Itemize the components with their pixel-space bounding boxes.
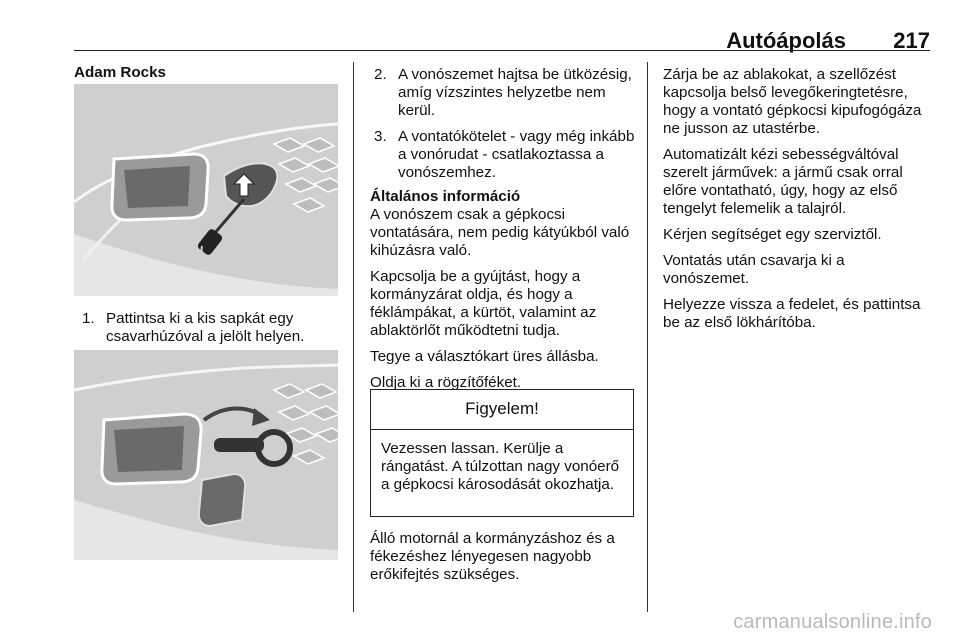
engine-off-paragraph: Álló motornál a kormányzáshoz és a fékezéshez lényegesen nagyobb erőkifejtés szükséges. bbox=[370, 530, 615, 583]
step-number: 3. bbox=[374, 128, 387, 145]
header-divider bbox=[74, 50, 930, 51]
step-text: A vontatókötelet - vagy még inkább a vonórudat - csatlakoztassa a vonószemhez. bbox=[398, 128, 635, 181]
step-item bbox=[374, 128, 640, 182]
warning-box bbox=[370, 389, 634, 517]
step-item bbox=[82, 310, 344, 346]
warning-title: Figyelem! bbox=[371, 390, 633, 430]
column-divider-2 bbox=[647, 62, 648, 612]
watermark: carmanualsonline.info bbox=[733, 611, 932, 633]
step-number: 2. bbox=[374, 66, 387, 83]
towing-instructions bbox=[663, 66, 931, 332]
steps-list-col1 bbox=[82, 310, 344, 354]
step-text: Pattintsa ki a kis sapkát egy csavarhúzóval a jelölt helyen. bbox=[106, 310, 305, 345]
service-paragraph: Kérjen segítséget egy szerviztől. bbox=[663, 226, 882, 243]
general-info-heading: Általános információ bbox=[370, 188, 521, 205]
step-number: 1. bbox=[82, 310, 95, 327]
steps-list-col2 bbox=[374, 66, 640, 190]
ignition-paragraph: Kapcsolja be a gyújtást, hogy a kormányzárat oldja, és hogy a féklámpákat, a kürtöt, valamint az ablaktörlőt működtetni tudja. bbox=[370, 268, 597, 339]
unscrew-paragraph: Vontatás után csavarja ki a vonószemet. bbox=[663, 252, 845, 287]
step-text: A vonószemet hajtsa be ütközésig, amíg vízszintes helyzetbe nem kerül. bbox=[398, 66, 632, 119]
transmission-paragraph: Automatizált kézi sebességváltóval szerelt járművek: a jármű csak orral előre vontatható, úgy, hogy az első tengelyt felemelik a talajról. bbox=[663, 146, 903, 217]
neutral-paragraph: Tegye a választókart üres állásba. bbox=[370, 348, 599, 365]
section-title: Autóápolás bbox=[726, 28, 846, 53]
page-number: 217 bbox=[893, 28, 930, 53]
step-item bbox=[374, 66, 640, 120]
tow-eye-illustration bbox=[74, 350, 338, 560]
ventilation-paragraph: Zárja be az ablakokat, a szellőzést kapcsolja belső levegőkeringtetésre, hogy a vontató gépkocsi kipufogógáza ne jusson az utastérbe. bbox=[663, 66, 922, 137]
parking-brake-paragraph: Oldja ki a rögzítőféket. bbox=[370, 374, 522, 391]
cover-paragraph: Helyezze vissza a fedelet, és pattintsa be az első lökhárítóba. bbox=[663, 296, 921, 331]
bumper-screwdriver-illustration bbox=[74, 84, 338, 296]
general-info-text: A vonószem csak a gépkocsi vontatására, nem pedig kátyúkból való kihúzásra való. bbox=[370, 206, 630, 259]
column-divider-1 bbox=[353, 62, 354, 612]
general-info-section bbox=[370, 188, 638, 392]
warning-text: Vezessen lassan. Kerülje a rángatást. A túlzottan nagy vonóerő a gépkocsi károsodását okozhatja. bbox=[381, 440, 620, 493]
model-heading: Adam Rocks bbox=[74, 64, 167, 81]
